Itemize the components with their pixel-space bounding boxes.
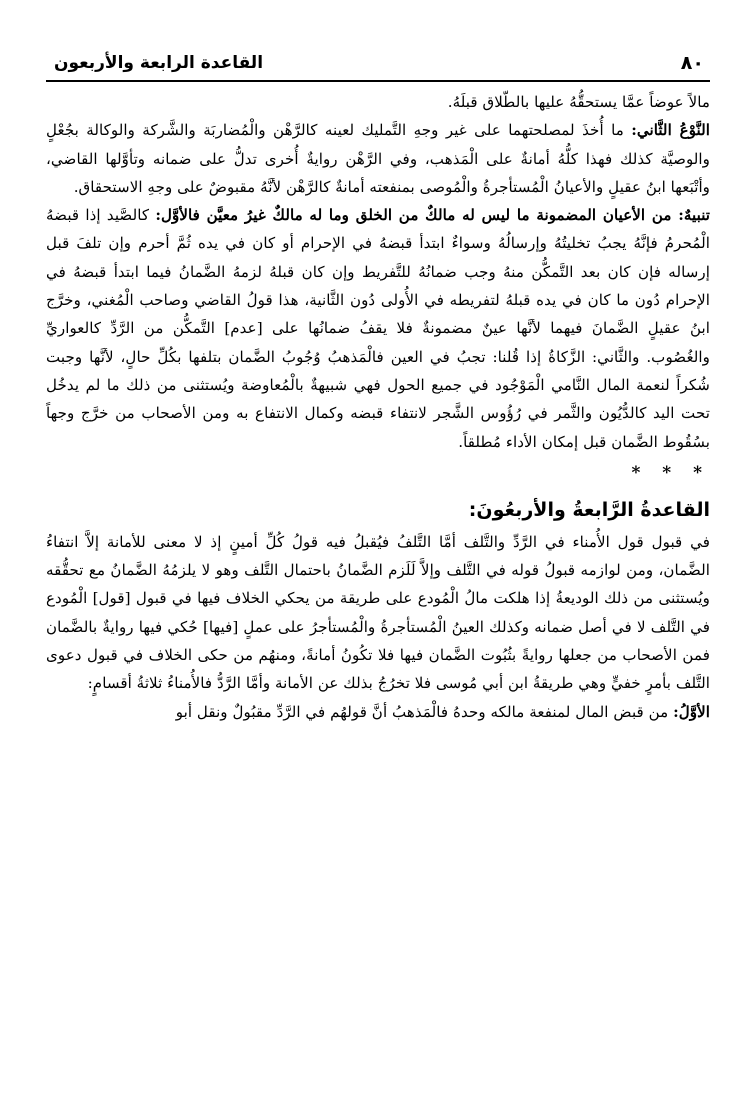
paragraph	[46, 528, 710, 698]
paragraph-lead-term: تنبيهٌ: من الأعيان المضمونة ما ليس له مالكٌ من الخلق وما له مالكٌ غيرُ معيَّن فالأوَّل:	[155, 206, 710, 225]
book-page	[46, 48, 710, 1088]
paragraph-text: في قبول قول الأُمناء في الرَّدِّ والتَّلف أمَّا التَّلفُ فيُقبلُ فيه قولُ كُلِّ أمينٍ إذ لا معنى للأمانة إلاَّ انتفاءُ الضَّمان، ومن لوازمه قبولُ قوله في التَّلف وإلاَّ لَلَزم الضَّمانُ باحتمال التَّلف وهو لا يلزمُهُ الضَّمانُ مع تحقُّقه ويُستثنى من ذلك الوديعةُ إذا هلكت مالُ الْمُودع على طريقة من يحكي الخلاف فيها في قبول [قول] الْمُودع في التَّلف لا في أصل ضمانه وكذلك العينُ الْمُستأجرةُ والْمُستأجرُ على عملٍ [فيها] حُكي فيها روايةٌ بالضَّمان فمن الأصحاب من جعلها روايةً بثُبُوت الضَّمان فيها فلا تكُونُ أمانةً، ومنهُم من حكى الخلاف في قبول دعوى التَّلف بأمرٍ خفيٍّ وهي طريقةُ ابن أبي مُوسى فلا تخرُجُ بذلك عن الأمانة وأمَّا الرَّدُّ فالأُمناءُ ثلاثةُ أقسامٍ:	[46, 532, 710, 693]
paragraph	[46, 116, 710, 201]
paragraph	[46, 88, 710, 116]
paragraph-text: كالصَّيد إذا قبضهُ الْمُحرمُ فإنَّهُ يجبُ تخليتُهُ وإرسالُهُ وسواءٌ ابتدأ قبضهُ في الإحرام أو كان في يده ثُمَّ أحرم وإن تلفَ قبل إرساله فإن كان بعد التَّمكُّن منهُ وجب ضمانُهُ للتَّفريط وإن كان قبلهُ لزمهُ الضَّمانُ فيما ابتدأ قبضهُ في الإحرام دُون ما كان في يده قبلهُ لتفريطه في الأُولى دُون الثَّانية، هذا قولُ القاضي وصاحب الْمُغني، وخرَّج ابنُ عقيلٍ الضَّمانَ فيهما لأنَّها عينٌ مضمونةٌ فلا يقفُ ضمانُها على [عدم] التَّمكُّن من الرَّدِّ كالعواريِّ والغُصُوب. والثَّاني: الزَّكاةُ إذا قُلنا: تجبُ في العين فالْمَذهبُ وُجُوبُ الضَّمان بتلفها بكُلِّ حالٍ، لأنَّها وجبت شُكراً لنعمة المال النَّامي الْمَوْجُود في جميع الحول فهي شبيهةٌ بالْمُعاوضة ويُستثنى من ذلك ما لم يدخُل تحت اليد كالدُّيُون والثَّمر في رُؤُوس الشَّجر لانتفاء قبضه وكمال الانتفاع به ومن الأصحاب من خرَّج وجهاً بسُقُوط الضَّمان قبل إمكان الأداء مُطلقاً.	[46, 206, 710, 451]
paragraph-text: من قبض المال لمنفعة مالكه وحدهُ فالْمَذهبُ أنَّ قولهُم في الرَّدِّ مقبُولٌ ونقل أبو	[175, 702, 674, 721]
section-divider: * * *	[631, 462, 710, 483]
paragraph-text: ما أُخذَ لمصلحتهما على غير وجهِ التَّمليك لعينه كالرَّهْن والْمُضاربَة والشَّركة والوكالة بجُعْلٍ والوصيَّة كذلك فهذا كلُّهُ أمانةٌ على الْمَذهب، وفي الرَّهْن روايةٌ أُخرى تدلُّ على ضمانه وتأوَّلها القاضي، وأتْبَعها ابنُ عقيلٍ والأعيانُ الْمُستأجرةُ والْمُوصى بمنفعته أمانةٌ كالرَّهْن لأنَّهُ مقبوضٌ على وجهِ الاستحقاق.	[46, 121, 710, 196]
paragraph-lead-term: النَّوْعُ الثَّاني:	[631, 121, 710, 140]
paragraph-text: مالاً عوضاً عمَّا يستحقُّهُ عليها بالطّلاق قبلَهُ.	[447, 93, 710, 111]
page-header	[46, 48, 710, 82]
page-body	[46, 88, 710, 726]
page-number: ٨٠	[680, 52, 704, 74]
paragraph-lead-term: الأوَّلُ:	[673, 702, 710, 721]
section-heading: القاعدةُ الرَّابعةُ والأربعُونَ:	[468, 498, 710, 521]
paragraph	[46, 698, 710, 726]
running-title: القاعدة الرابعة والأربعون	[54, 53, 264, 73]
paragraph	[46, 201, 710, 456]
